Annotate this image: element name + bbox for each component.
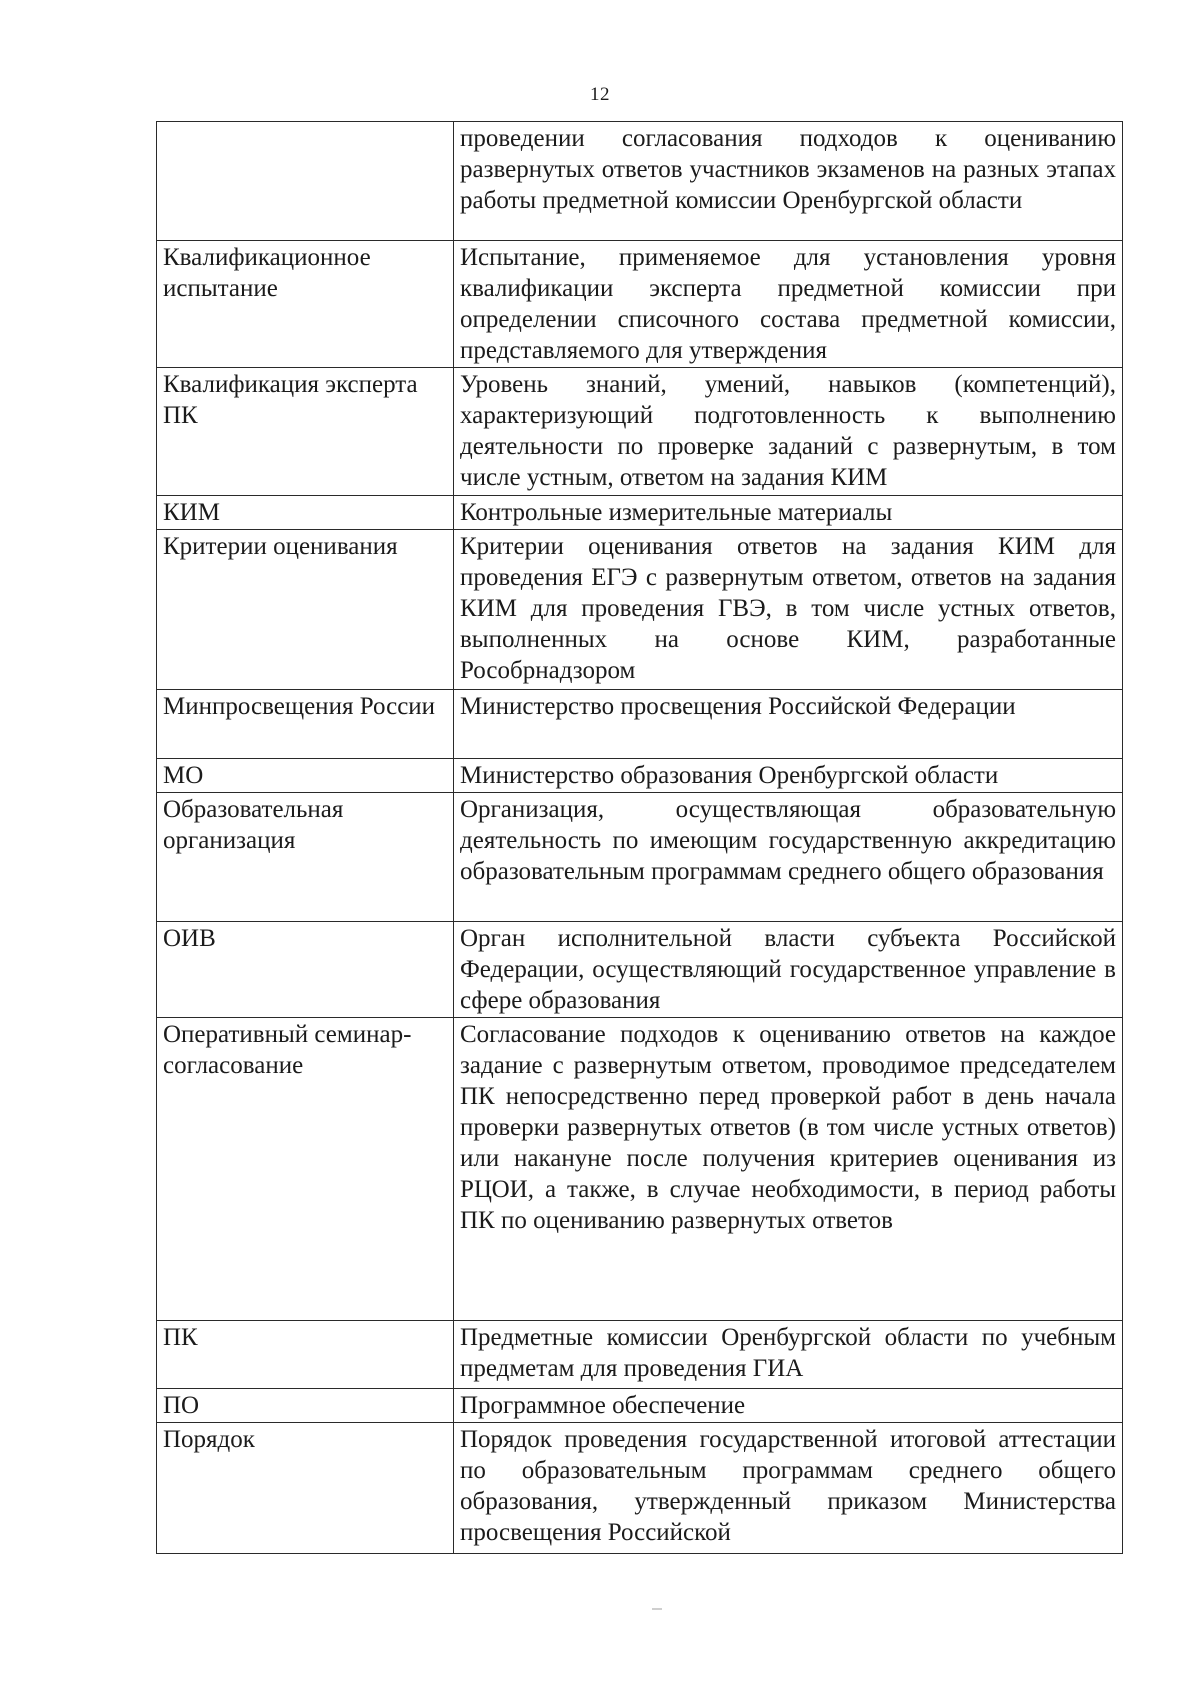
table-row (157, 1423, 1123, 1554)
definition-cell: Министерство просвещения Российской Федерации (454, 690, 1123, 759)
definition-cell: Предметные комиссии Оренбургской области по учебным предметам для проведения ГИА (454, 1321, 1123, 1389)
term-cell: Квалификация эксперта ПК (157, 368, 454, 496)
term-cell: Образовательная организация (157, 793, 454, 922)
definition-cell: Согласование подходов к оцениванию ответов на каждое задание с развернутым ответом, проводимое председателем ПК непосредственно перед проверкой работ в день начала проверки развернутых ответов (в том числе устных ответов) или накануне после получения критериев оценивания из РЦОИ, а также, в случае необходимости, в период работы ПК по оцениванию развернутых ответов (454, 1018, 1123, 1321)
table-row (157, 1321, 1123, 1389)
definition-cell: проведении согласования подходов к оцениванию развернутых ответов участников экзаменов на разных этапах работы предметной комиссии Оренбургской области (454, 122, 1123, 241)
term-cell: Минпросвещения России (157, 690, 454, 759)
table-row (157, 922, 1123, 1018)
definition-cell: Контрольные измерительные материалы (454, 496, 1123, 530)
table-row (157, 496, 1123, 530)
table-row (157, 1389, 1123, 1423)
definition-cell: Порядок проведения государственной итоговой аттестации по образовательным программам среднего общего образования, утвержденный приказом Министерства просвещения Российской (454, 1423, 1123, 1554)
definition-cell: Испытание, применяемое для установления уровня квалификации эксперта предметной комиссии при определении списочного состава предметной комиссии, представляемого для утверждения (454, 241, 1123, 368)
table-row (157, 1018, 1123, 1321)
term-cell: Порядок (157, 1423, 454, 1554)
term-cell: МО (157, 759, 454, 793)
term-cell: ПО (157, 1389, 454, 1423)
term-cell: ПК (157, 1321, 454, 1389)
terms-table (156, 121, 1123, 1554)
term-cell: ОИВ (157, 922, 454, 1018)
table-row (157, 241, 1123, 368)
term-cell: Критерии оценивания (157, 530, 454, 690)
term-cell: Квалификационное испытание (157, 241, 454, 368)
scan-mark (652, 1608, 662, 1610)
definition-cell: Критерии оценивания ответов на задания КИМ для проведения ЕГЭ с развернутым ответом, ответов на задания КИМ для проведения ГВЭ, в том числе устных ответов, выполненных на основе КИМ, разработанные Рособрнадзором (454, 530, 1123, 690)
table-row (157, 368, 1123, 496)
table-row (157, 530, 1123, 690)
definition-cell: Орган исполнительной власти субъекта Российской Федерации, осуществляющий государственное управление в сфере образования (454, 922, 1123, 1018)
definition-cell: Уровень знаний, умений, навыков (компетенций), характеризующий подготовленность к выполнению деятельности по проверке заданий с развернутым, в том числе устным, ответом на задания КИМ (454, 368, 1123, 496)
term-cell (157, 122, 454, 241)
definition-cell: Министерство образования Оренбургской области (454, 759, 1123, 793)
page-number: 12 (590, 84, 610, 105)
table-row (157, 759, 1123, 793)
term-cell: КИМ (157, 496, 454, 530)
definition-cell: Программное обеспечение (454, 1389, 1123, 1423)
table-row (157, 122, 1123, 241)
table-row (157, 793, 1123, 922)
table-row (157, 690, 1123, 759)
definition-cell: Организация, осуществляющая образовательную деятельность по имеющим государственную аккредитацию образовательным программам среднего общего образования (454, 793, 1123, 922)
term-cell: Оперативный семинар-согласование (157, 1018, 454, 1321)
